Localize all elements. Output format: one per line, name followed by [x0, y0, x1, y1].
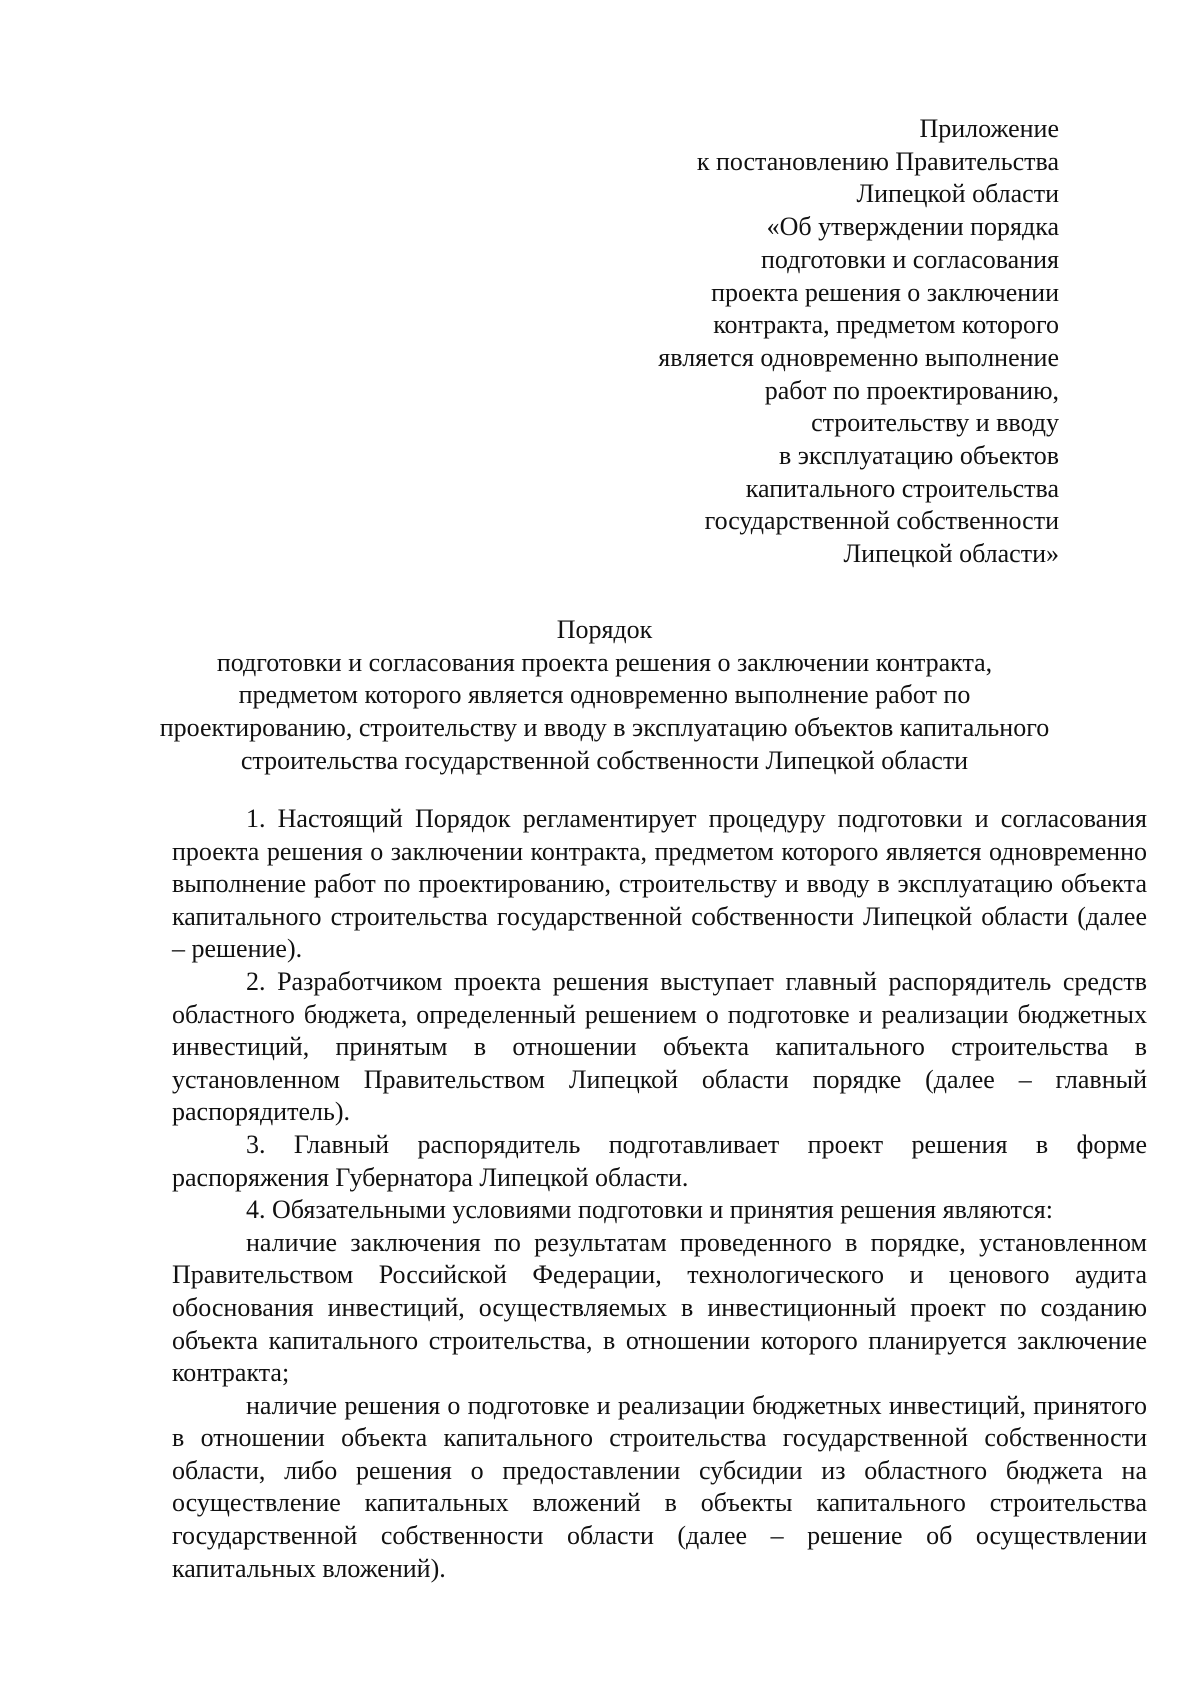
appendix-line: подготовки и согласования — [760, 244, 1059, 274]
appendix-line: в эксплуатацию объектов — [779, 441, 1059, 471]
paragraph-1: 1. Настоящий Порядок регламентирует процедуру подготовки и согласования проекта решения о заключении контракта, предметом которого является одновременно выполнение работ по проектированию, строительству и вводу в эксплуатацию объекта капитального строительства государственной собственности Липецкой области (далее – решение). — [172, 804, 1147, 964]
appendix-line: капитального строительства — [745, 473, 1059, 503]
title-line: предметом которого является одновременно выполнение работ по — [238, 680, 971, 710]
title-heading: Порядок — [556, 615, 653, 644]
appendix-line: строительству и вводу — [811, 408, 1059, 438]
paragraph-4-condition-1: наличие заключения по результатам проведенного в порядке, установленном Правительством Российской Федерации, технологического и ценового аудита обоснования инвестиций, осуществляемых в инвестиционный проект по созданию объекта капитального строительства, в отношении которого планируется заключение контракта; — [172, 1227, 1147, 1388]
appendix-line: Приложение — [919, 114, 1059, 143]
appendix-line: работ по проектированию, — [764, 375, 1059, 405]
appendix-line: государственной собственности — [704, 506, 1059, 536]
paragraph-2: 2. Разработчиком проекта решения выступает главный распорядитель средств областного бюджета, определенный решением о подготовке и реализации бюджетных инвестиций, принятым в отношении объекта капитального строительства в установленном Правительством Липецкой области порядке (далее – главный распорядитель). — [172, 966, 1147, 1127]
appendix-line: является одновременно выполнение — [658, 342, 1059, 372]
appendix-line: Липецкой области — [856, 179, 1059, 209]
paragraph-3: 3. Главный распорядитель подготавливает проект решения в форме распоряжения Губернатора Липецкой области. — [172, 1129, 1147, 1192]
document-body — [172, 803, 1147, 1585]
appendix-line: «Об утверждении порядка — [766, 212, 1059, 242]
appendix-header — [658, 113, 1059, 571]
appendix-line: Липецкой области» — [843, 539, 1059, 569]
paragraph-4: 4. Обязательными условиями подготовки и принятия решения являются: — [246, 1195, 1053, 1225]
document-title — [150, 614, 1059, 778]
appendix-line: к постановлению Правительства — [696, 146, 1059, 176]
title-line: подготовки и согласования проекта решения о заключении контракта, — [216, 647, 993, 677]
appendix-line: контракта, предметом которого — [713, 310, 1059, 340]
title-line: строительства государственной собственности Липецкой области — [240, 745, 969, 775]
title-line: проектированию, строительству и вводу в эксплуатацию объектов капитального — [159, 713, 1050, 743]
paragraph-4-condition-2: наличие решения о подготовке и реализации бюджетных инвестиций, принятого в отношении объекта капитального строительства государственной собственности области, либо решения о предоставлении субсидии из областного бюджета на осуществление капитальных вложений в объекты капитального строительства государственной собственности области (далее – решение об осуществлении капитальных вложений). — [172, 1390, 1147, 1583]
appendix-line: проекта решения о заключении — [711, 277, 1059, 307]
